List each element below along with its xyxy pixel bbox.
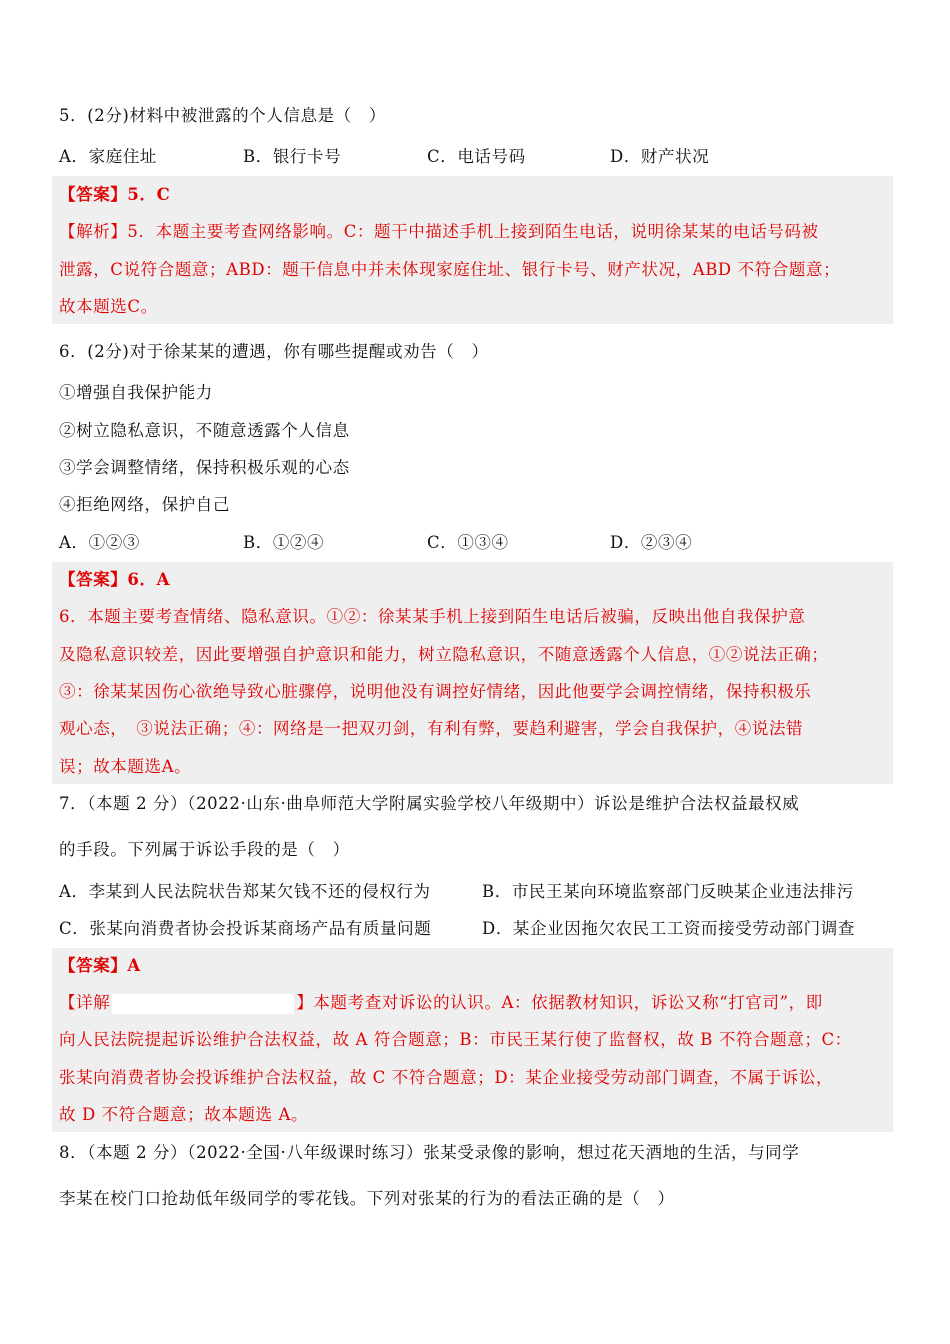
q6-option-c: C．①③④ <box>427 533 509 552</box>
q6-option-a: A．①②③ <box>59 533 140 552</box>
q6-answer-box <box>52 562 893 784</box>
q5-analysis-line-3: 故本题选C。 <box>59 297 158 316</box>
q7-stem-line-2: 的手段。下列属于诉讼手段的是（ ） <box>59 840 350 859</box>
q6-stem: 6．(2分)对于徐某某的遭遇，你有哪些提醒或劝告（ ） <box>59 342 489 361</box>
q8-stem-line-2: 李某在校门口抢劫低年级同学的零花钱。下列对张某的行为的看法正确的是（ ） <box>59 1189 675 1208</box>
q7-option-d: D．某企业因拖欠农民工工资而接受劳动部门调查 <box>482 919 855 938</box>
q7-option-c: C．张某向消费者协会投诉某商场产品有质量问题 <box>59 919 432 938</box>
q7-stem-line-1: 7．（本题 2 分）（2022·山东·曲阜师范大学附属实验学校八年级期中）诉讼是维护合法权益最权威 <box>59 794 800 813</box>
q5-stem: 5．(2分)材料中被泄露的个人信息是（ ） <box>59 106 386 125</box>
q6-option-d: D．②③④ <box>610 533 693 552</box>
q5-answer: 【答案】5．C <box>59 185 171 204</box>
q7-analysis-first-rest: 】本题考查对诉讼的认识。A：依据教材知识，诉讼又称“打官司”，即 <box>296 993 823 1012</box>
q5-option-d: D．财产状况 <box>610 147 710 166</box>
q6-statement-4: ④拒绝网络，保护自己 <box>59 495 230 514</box>
q6-analysis-line-1: 6．本题主要考查情绪、隐私意识。①②：徐某某手机上接到陌生电话后被骗，反映出他自我保护意 <box>59 607 806 626</box>
q6-statement-2: ②树立隐私意识，不随意透露个人信息 <box>59 421 350 440</box>
q5-option-b: B．银行卡号 <box>243 147 342 166</box>
q6-analysis-line-2: 及隐私意识较差，因此要增强自护意识和能力，树立隐私意识，不随意透露个人信息，①②说法正确； <box>59 645 829 664</box>
q7-analysis-head: 【详解 <box>59 993 111 1012</box>
q6-statement-3: ③学会调整情绪，保持积极乐观的心态 <box>59 458 350 477</box>
q6-analysis-line-3: ③：徐某某因伤心欲绝导致心脏骤停，说明他没有调控好情绪，因此他要学会调控情绪，保持积极乐 <box>59 682 812 701</box>
q6-option-b: B．①②④ <box>243 533 325 552</box>
q7-option-b: B．市民王某向环境监察部门反映某企业违法排污 <box>482 882 854 901</box>
q6-analysis-line-4: 观心态， ③说法正确；④：网络是一把双刃剑，有利有弊，要趋利避害，学会自我保护，④说法错 <box>59 719 804 738</box>
q7-answer: 【答案】A <box>59 956 141 975</box>
q7-analysis-line-4: 故 D 不符合题意；故本题选 A。 <box>59 1105 309 1124</box>
q6-answer: 【答案】6．A <box>59 570 170 589</box>
q5-option-c: C．电话号码 <box>427 147 526 166</box>
q5-option-a: A．家庭住址 <box>59 147 158 166</box>
q6-statement-1: ①增强自我保护能力 <box>59 383 213 402</box>
q6-analysis-line-5: 误；故本题选A。 <box>59 757 192 776</box>
q5-analysis-line-2: 泄露，C说符合题意；ABD：题干信息中并未体现家庭住址、银行卡号、财产状况，ABD 不符合题意； <box>59 260 841 279</box>
redaction-box <box>112 994 294 1014</box>
q7-analysis-line-2: 向人民法院提起诉讼维护合法权益，故 A 符合题意；B：市民王某行使了监督权，故 B 不符合题意；C： <box>59 1030 852 1049</box>
q7-analysis-line-3: 张某向消费者协会投诉维护合法权益，故 C 不符合题意；D：某企业接受劳动部门调查，不属于诉讼， <box>59 1068 834 1087</box>
q7-analysis-line-1 <box>59 991 899 1015</box>
q7-option-a: A．李某到人民法院状告郑某欠钱不还的侵权行为 <box>59 882 431 901</box>
q8-stem-line-1: 8．（本题 2 分）（2022·全国·八年级课时练习）张某受录像的影响，想过花天酒地的生活，与同学 <box>59 1143 800 1162</box>
q5-analysis-line-1: 【解析】5．本题主要考查网络影响。C：题干中描述手机上接到陌生电话，说明徐某某的电话号码被 <box>59 222 819 241</box>
